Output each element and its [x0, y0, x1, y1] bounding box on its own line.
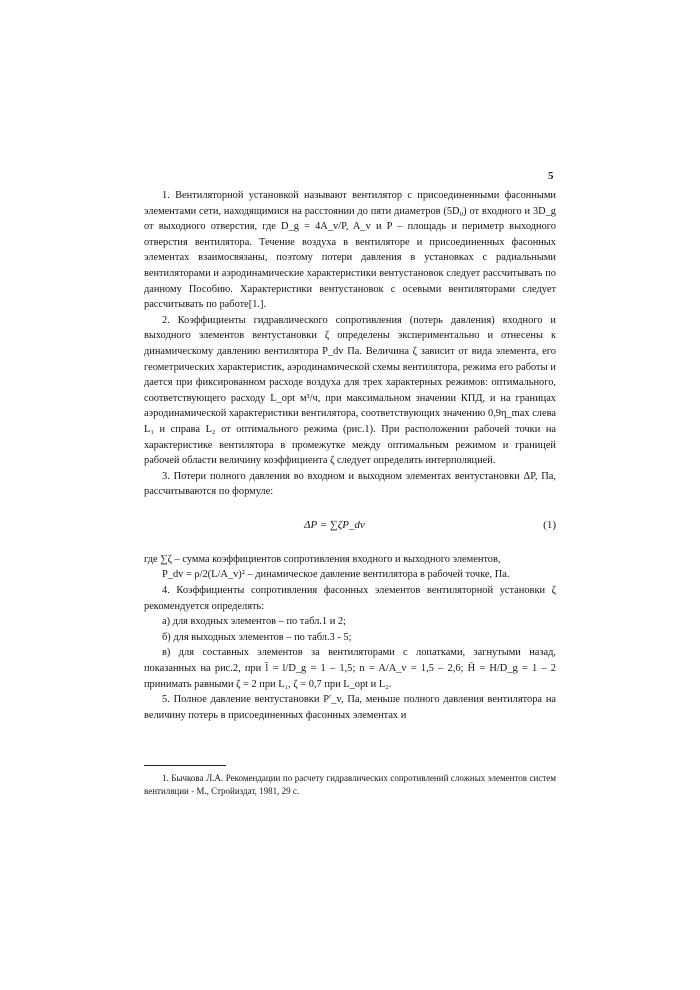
formula-number: (1)	[543, 518, 556, 531]
page-body	[144, 188, 556, 723]
paragraph-2: 2. Коэффициенты гидравлического сопротивления (потерь давления) входного и выходного элементов вентустановки ζ определены экспериментально и отнесены к динамическому давлению вентилятора P_dv Па. Величина ζ зависит от вида элемента, его геометрических характеристик, аэродинамической схемы вентилятора, режима его работы и дается при фиксированном расходе воздуха для трех характерных режимов: оптимального, соответствующего расходу L_opt м³/ч, при максимальном значении КПД, и на границах аэродинамической характеристики вентилятора, соответствующих значению 0,9η_max слева L₁ и справа L₂ от оптимального режима (рис.1). При расположении рабочей точки на характеристике вентилятора в промежутке между оптимальным режимом и границей рабочей области величину коэффициента ζ следует определять интерполяцией.	[144, 314, 556, 467]
formula-1	[144, 506, 556, 548]
paragraph-5: 5. Полное давление вентустановки P′_v, Па, меньше полного давления вентилятора на величину потерь в присоединенных фасонных элементах и	[144, 694, 556, 721]
formula-expression: ΔP = ∑ζP_dv	[304, 518, 365, 531]
footnote-divider	[144, 765, 226, 766]
formula-explanation-1: где ∑ζ – сумма коэффициентов сопротивления входного и выходного элементов,	[144, 553, 501, 565]
list-item-c: в) для составных элементов за вентиляторами с лопатками, загнутыми назад, показанных на рис.2, при l̄ = l/D_g = 1 – 1,5; n = A/A_v = 1,5 – 2,6; H̄ = H/D_g = 1 – 2 принимать равными ζ = 2 при L₁, ζ = 0,7 при L_opt и L₂.	[144, 647, 556, 690]
footnote: 1. Бычкова Л.А. Рекомендации по расчету гидравлических сопротивлений сложных элементов систем вентиляции - М., Стройиздат, 1981, 29 с.	[144, 773, 556, 796]
paragraph-3: 3. Потери полного давления во входном и выходном элементах вентустановки ΔP, Па, рассчитываются по формуле:	[144, 470, 556, 498]
list-item-a: а) для входных элементов – по табл.1 и 2;	[162, 616, 346, 628]
paragraph-1: 1. Вентиляторной установкой называют вентилятор с присоединенными фасонными элементами сети, находящимися на расстоянии до пяти диаметров (5D₀) от входного и 3D_g от выходного отверстия, где D_g = 4A_v/P, A_v и P – площадь и периметр выходного отверстия вентилятора. Течение воздуха в вентиляторе и присоединенных фасонных элементах взаимосвязаны, поэтому потери давления в установках с радиальными вентиляторами и аэродинамические характеристики вентустановок следует рассчитывать по данному Пособию. Характеристики вентустановок с осевыми вентиляторами следует рассчитывать по работе[1.].	[144, 190, 556, 311]
formula-explanation-2: P_dv = ρ/2(L/A_v)² – динамическое давление вентилятора в рабочей точке, Па.	[162, 569, 510, 581]
list-item-b: б) для выходных элементов – по табл.3 - 5;	[162, 631, 352, 643]
paragraph-4: 4. Коэффициенты сопротивления фасонных элементов вентиляторной установки ζ рекомендуется определять:	[144, 585, 556, 612]
page-number: 5	[548, 170, 554, 182]
